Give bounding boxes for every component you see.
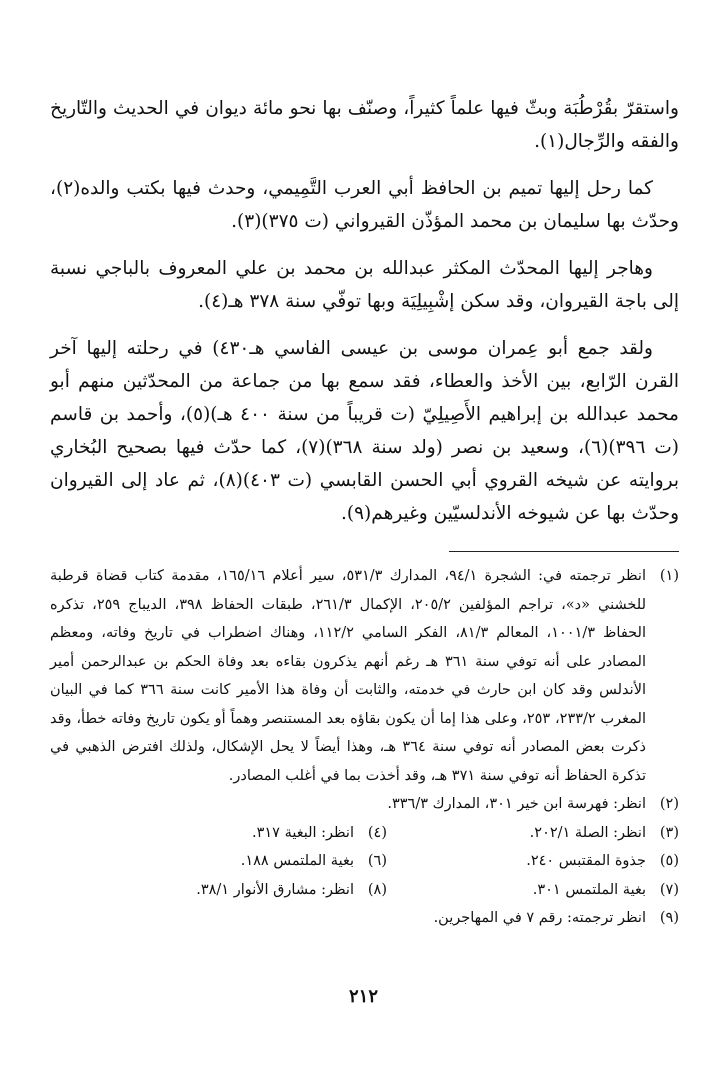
footnote-text: جذوة المقتبس ٢٤٠. (526, 853, 646, 869)
main-text (50, 92, 679, 544)
footnote-2 (50, 790, 679, 819)
page-number: ٢١٢ (348, 986, 378, 1007)
footnote-1 (50, 562, 679, 790)
footnote-text: انظر: مشارق الأنوار ٣٨/١. (196, 881, 354, 898)
footnote-number: (١) (659, 568, 679, 584)
footnote-number: (٢) (659, 796, 679, 812)
footnote-text: انظر ترجمته في: الشجرة ٩٤/١، المدارك ٥٣١/٣، سير أعلام ١٦٥/١٦، مقدمة كتاب قضاة قرطبة للخشني «د»، تراجم المؤلفين ٢٠٥/٢، الإكمال ٢٦١/٣، طبقات الحفاظ ٣٩٨، الديباج ٢٥٩، تذكره الحفاظ ١٠٠١/٣، المعالم ٨١/٣، الفكر السامي ١١٢/٢، وهناك اضطراب في تاريخ وفاته، ومعظم المصادر على أنه توفي سنة ٣٦١ هـ رغم أنهم يذكرون بقاءه بعد وفاة الحكم بن عبدالرحمن أمير الأندلس وقد كان ابن حارث في خدمته، والثابت أن وفاة هذا الأمير كانت سنة ٣٦٦ كما في البيان المغرب ٢٣٣/٢، ٢٥٣، وعلى هذا إما أن يكون بقاؤه بعد المستنصر وهماً أو يكون تاريخ وفاته خطأ، وقد ذكرت بعض المصادر أنه توفي سنة ٣٦٤ هـ، وهذا أيضاً لا يحل الإشكال، ولذلك افترض الذهبي في تذكرة الحفاظ أنه توفي سنة ٣٧١ هـ، وقد أخذت بما في أغلب المصادر. (50, 568, 647, 784)
footnote-text: انظر: فهرسة ابن خير ٣٠١، المدارك ٣٣٦/٣. (387, 796, 646, 812)
footnote-text: بغية الملتمس ١٨٨. (240, 853, 354, 869)
paragraph-1: واستقرّ بقُرْطُبَة وبثّ فيها علماً كثيراً، وصنّف بها نحو مائة ديوان في الحديث والتّاريخ والفقه والرِّجال(١). (50, 98, 679, 152)
footnote-text: انظر: البغية ٣١٧. (251, 824, 354, 841)
paragraph-2: كما رحل إليها تميم بن الحافظ أبي العرب التَّمِيمي، وحدث فيها بكتب والده(٢)، وحدّث بها سليمان بن محمد المؤذّن القيرواني (ت ٣٧٥)(٣). (50, 178, 679, 232)
footnote-row-5-6 (50, 847, 679, 876)
footnote-number: (٩) (659, 910, 679, 926)
footnotes (50, 562, 679, 933)
footnote-number: (٦) (367, 853, 387, 869)
footnote-number: (٣) (659, 824, 679, 841)
footnote-row-3-4 (50, 819, 679, 848)
footnote-row-7-8 (50, 876, 679, 905)
footnote-number: (٧) (659, 881, 679, 898)
footnote-text: بغية الملتمس ٣٠١. (532, 881, 646, 898)
paragraph-3: وهاجر إليها المحدّث المكثر عبدالله بن محمد بن علي المعروف بالباجي نسبة إلى باجة القيروان، وقد سكن إشْبِيلِيَة وبها توفّي سنة ٣٧٨ هـ(٤). (50, 258, 679, 312)
footnote-text: انظر ترجمته: رقم ٧ في المهاجرين. (433, 910, 646, 926)
footnote-number: (٤) (367, 824, 387, 841)
footnote-text: انظر: الصلة ٢٠٢/١. (529, 824, 646, 841)
footnote-separator (449, 551, 679, 552)
paragraph-4: ولقد جمع أبو عِمران موسى بن عيسى الفاسي هـ٤٣٠) في رحلته إليها آخر القرن الرّابع، بين الأخذ والعطاء، فقد سمع بها من جماعة من المحدّثين منهم أبو محمد عبدالله بن إبراهيم الأَصِيلِيّ (ت قريباً من سنة ٤٠٠ هـ)(٥)، وأحمد بن قاسم (ت ٣٩٦)(٦)، وسعيد بن نصر (ولد سنة ٣٦٨)(٧)، كما حدّث فيها بصحيح البُخاري بروايته عن شيخه القروي أبي الحسن القابسي (ت ٤٠٣)(٨)، ثم عاد إلى القيروان وحدّث بها عن شيوخه الأندلسيّين وغيرهم(٩). (50, 338, 679, 524)
footnote-number: (٨) (367, 881, 387, 898)
footnote-number: (٥) (659, 853, 679, 869)
footnote-9 (50, 904, 679, 933)
